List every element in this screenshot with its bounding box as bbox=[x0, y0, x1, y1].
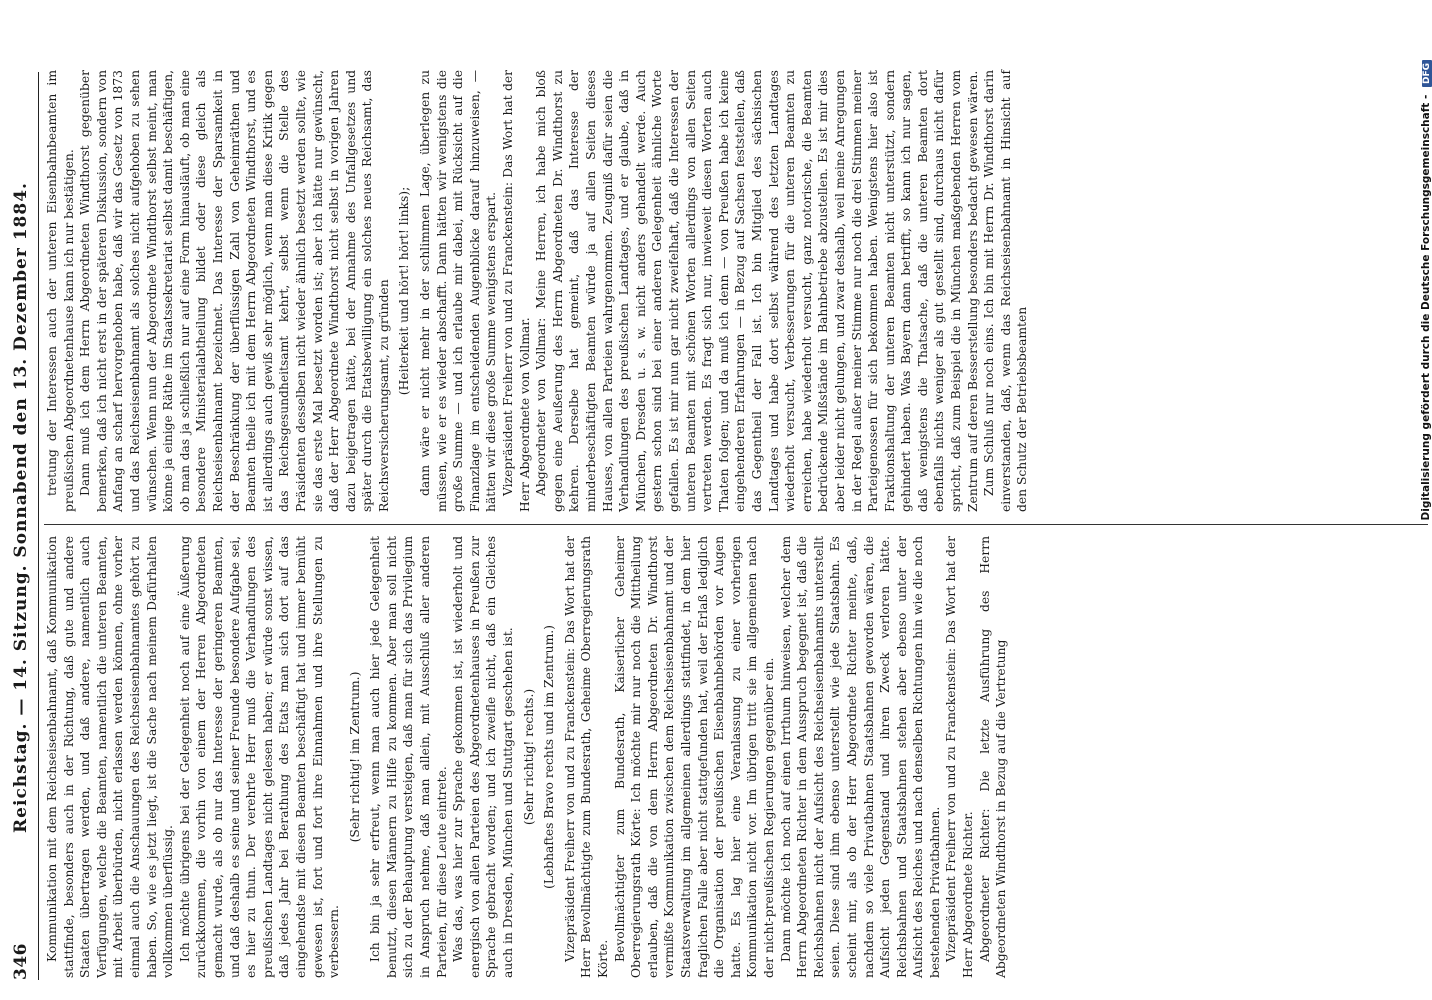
parenthetical-remark: (Sehr richtig! rechts.) bbox=[521, 688, 536, 826]
paragraph: Bevollmächtigter zum Bundesrath, Kaiserlicher Geheimer Oberregierungsrath Körte: Ich möchte mir nur noch die Mittheilung erlauben, daß die von dem Herrn Abgeordneten Dr. Windthorst vermißte Kommunikation zwischen dem Reichseisenbahnamt und der Staatsverwaltung im allgemeinen allerdings stattfindet, in dem hier fraglichen Falle aber nicht stattgefunden hat, weil der Erlaß lediglich die Organisation der preußischen Eisenbahnbehörden vor Augen hatte. Es lag hier eine Veranlassung zu einer vorherigen Kommunikation nicht vor. Im übrigen tritt sie im allgemeinen nach der nicht-preußischen Regierungen gegenüber ein. bbox=[612, 536, 776, 978]
dfg-logo: DFG bbox=[1422, 60, 1432, 87]
paragraph: dann wäre er nicht mehr in der schlimmen Lage, überlegen zu müssen, wie er es wieder abschafft. Dann hätten wir wenigstens die große Summe — und ich erlaube mir dabei, mit Rücksicht auf die Finanzlage im entscheidenden Augenblicke darauf hinzuweisen, — hätten wir diese große Summe wenigstens erspart. bbox=[418, 70, 499, 512]
paragraph: Kommunikation mit dem Reichseisenbahnamt, daß Kommunikation stattfinde, besonders auch in der Richtung, daß gute und andere Staaten übertragen werden, und daß andere, namentlich auch Verfügungen, welche die Beamten, namentlich die unteren Beamten, mit Arbeit überbürden, nicht erlassen werden können, ohne vorher einmal auch die Anschauungen des Reichseisenbahnamtes gehört zu haben. So, wie es jetzt liegt, ist die Sache nach meinem Dafürhalten vollkommen überflüssig. bbox=[45, 536, 176, 978]
parenthetical-remark: (Lebhaftes Bravo rechts und im Zentrum.) bbox=[542, 625, 557, 889]
column-divider bbox=[44, 524, 1428, 525]
paragraph: Dann möchte ich noch auf einen Irrthum hinweisen, welcher dem Herrn Abgeordneten Richter in dem Ausspruch begegnet ist, daß die Reichsbahnen nicht der Aufsicht des Reichseisenbahnamts unterstellt seien. Diese sind ihm ebenso unterstellt wie jede Staatsbahn. Es scheint mir, als ob der Herr Abgeordnete Richter meinte, daß, nachdem so viele Privatbahnen Staatsbahnen geworden wären, die Aufsicht jeden Gegenstand und ihren Zweck verloren hätte. Reichsbahnen und Staatsbahnen stehen aber ebenso unter der Aufsicht des Reiches und nach denselben Richtungen hin wie die noch bestehenden Privatbahnen. bbox=[778, 536, 942, 978]
right-column bbox=[44, 70, 1428, 512]
paragraph: Zum Schluß nur noch eins. Ich bin mit Herrn Dr. Windthorst darin einverstanden, daß, wenn das Reichseisenbahnamt in Hinsicht auf den Schutz der Betriebsbeamten bbox=[982, 70, 1030, 512]
page-title: Reichstag. — 14. Sitzung. Sonnabend den 13. Dezember 1884. bbox=[11, 182, 31, 833]
page-header bbox=[6, 72, 36, 980]
page-footer bbox=[1420, 0, 1432, 1000]
parenthetical-remark: (Heiterkeit und hört! hört! links); bbox=[397, 186, 412, 396]
paragraph: Ich bin ja sehr erfreut, wenn man auch hier jede Gelegenheit benutzt, diesen Männern zu Hilfe zu kommen. Aber man soll nicht sich zu der Behauptung versteigen, daß man für sich das Privilegium in Anspruch nehme, daß man allein, mit Ausschluß aller anderen Parteien, für diese Leute eintrete. bbox=[368, 536, 449, 978]
paragraph: Vizepräsident Freiherr von und zu Franckenstein: Das Wort hat der Herr Abgeordnete Richter. bbox=[944, 536, 976, 978]
paragraph: Abgeordneter Richter: Die letzte Ausführung des Herrn Abgeordneten Windthorst in Bezug auf die Vertretung bbox=[977, 536, 1009, 978]
paragraph: tretung der Interessen auch der unteren Eisenbahnbeamten im preußischen Abgeordnetenhause kann ich nur bestätigen. bbox=[45, 70, 76, 512]
parenthetical-remark: (Sehr richtig! im Zentrum.) bbox=[347, 671, 362, 843]
paragraph: Ich möchte übrigens bei der Gelegenheit noch auf eine Äußerung zurückkommen, die vorhin von einem der Herren Abgeordneten gemacht wurde, als ob nur das Interesse der geringeren Beamten, und daß deshalb es seine und seiner Freunde besondere Aufgabe sei, es hier zu thun. Der verehrte Herr muß die Verhandlungen des preußischen Landtages nicht gelesen haben; er würde sonst wissen, daß jedes Jahr bei Berathung des Etats man sich dort auf das eingehendste mit diesen Beamten beschäftigt hat und immer bemüht gewesen ist, fort und fort ihre Einnahmen und ihre Stellungen zu verbessern. bbox=[177, 536, 342, 978]
paragraph: Dann muß ich dem Herrn Abgeordneten Windthorst gegenüber bemerken, daß ich nicht erst in der späteren Diskussion, sondern von Anfang an scharf hervorgehoben habe, daß wir das Gesetz von 1873 und das Reichseisenbahnamt als solches nicht aufgehoben zu sehen wünschen. Wenn nun der Abgeordnete Windthorst selbst meint, man könne ja einige Räthe im Staatssekretariat selbst damit beschäftigen, ob man das ja schließlich nur auf eine Form hinausläuft, ob man eine besondere Ministerialabtheilung bildet oder diese gleich als Reichseisenbahnamt bezeichnet. Das Interesse der Sparsamkeit in der Beschränkung der überflüssigen Zahl von Geheimräthen und Beamten theile ich mit dem Herrn Abgeordneten Windthorst, und es ist allerdings auch gewiß sehr möglich, wenn man diese Kritik gegen das Reichsgesundheitsamt kehrt, selbst wenn die Stelle des Präsidenten desselben nicht wieder ähnlich besetzt werden sollte, wie sie das erste Mal besetzt worden ist; aber ich hätte nur gewünscht, daß der Herr Abgeordnete Windthorst nicht selbst in vorigen Jahren dazu beigetragen hätte, bei der Annahme des Unfallgesetzes und später durch die Etatsbewilligung ein solches neues Reichsamt, das Reichsversicherungsamt, zu gründen bbox=[78, 70, 391, 512]
page-number: 346 bbox=[11, 943, 31, 980]
paragraph: Was das, was hier zur Sprache gekommen ist, ist wiederholt und energisch von allen Parteien des Abgeordnetenhauses in Preußen zur Sprache gebracht worden; und ich zweifle nicht, daß ein Gleiches auch in Dresden, München und Stuttgart geschehen ist. bbox=[451, 536, 516, 978]
header-rule bbox=[38, 72, 39, 980]
paragraph: Abgeordneter von Vollmar: Meine Herren, ich habe mich bloß gegen eine Aeußerung des Herrn Abgeordneten Dr. Windthorst zu kehren. Derselbe hat gemeint, daß das Interesse der minderbeschäftigten Beamten würde ja auf allen Seiten dieses Hauses, von allen Parteien wahrgenommen. Zeugniß dafür seien die Verhandlungen des preußischen Landtages, und er glaube, daß in München, Dresden u. s. w. nicht anders gehandelt werde. Auch gestern schon sind bei einer anderen Gelegenheit ähnliche Worte gefallen. Es ist mir nun gar nicht zweifelhaft, daß die Interessen der unteren Beamten mit schönen Worten allerdings von allen Seiten vertreten werden. Es fragt sich nur, inwieweit diesen Worten auch Thaten folgen; und da muß ich denn — von Preußen habe ich keine eingehenderen Erfahrungen — in Bezug auf Sachsen feststellen, daß das Gegentheil der Fall ist. Ich bin Mitglied des sächsischen Landtages und habe dort selbst während des letzten Landtages wiederholt versucht, Verbesserungen für die unteren Beamten zu erreichen, habe wiederholt versucht, ganz notorische, die Beamten bedrückende Mißstände im Bahnbetriebe abzustellen. Es ist mir dies aber leider nicht gelungen, und zwar deshalb, weil meine Anregungen in der Regel außer meiner Stimme nur noch die drei Stimmen meiner Parteigenossen für sich bekommen haben. Wenigstens hier also ist Fraktionshaltung der unteren Beamten nicht unterstützt, sondern gehindert haben. Was Bayern dann betrifft, so kann ich nur sagen, daß wenigstens die Thatsache, daß die unteren Beamten dort ebenfalls nichts weniger als gut gestellt sind, durchaus nicht dafür spricht, daß zum Beispiel die in München maßgebenden Herren vom Zentrum auf deren Besserstellung besonders bedacht gewesen wären. bbox=[534, 70, 980, 512]
paragraph: Vizepräsident Freiherr von und zu Franckenstein: Das Wort hat der Herr Bevollmächtigte zum Bundesrath, Geheime Oberregierungsrath Körte. bbox=[562, 536, 610, 978]
paragraph: Vizepräsident Freiherr von und zu Franckenstein: Das Wort hat der Herr Abgeordnete von Vollmar. bbox=[501, 70, 532, 512]
left-column bbox=[44, 536, 1428, 978]
dfg-credit: Digitalisierung gefördert durch die Deutsche Forschungsgemeinschaft - bbox=[1420, 94, 1432, 521]
